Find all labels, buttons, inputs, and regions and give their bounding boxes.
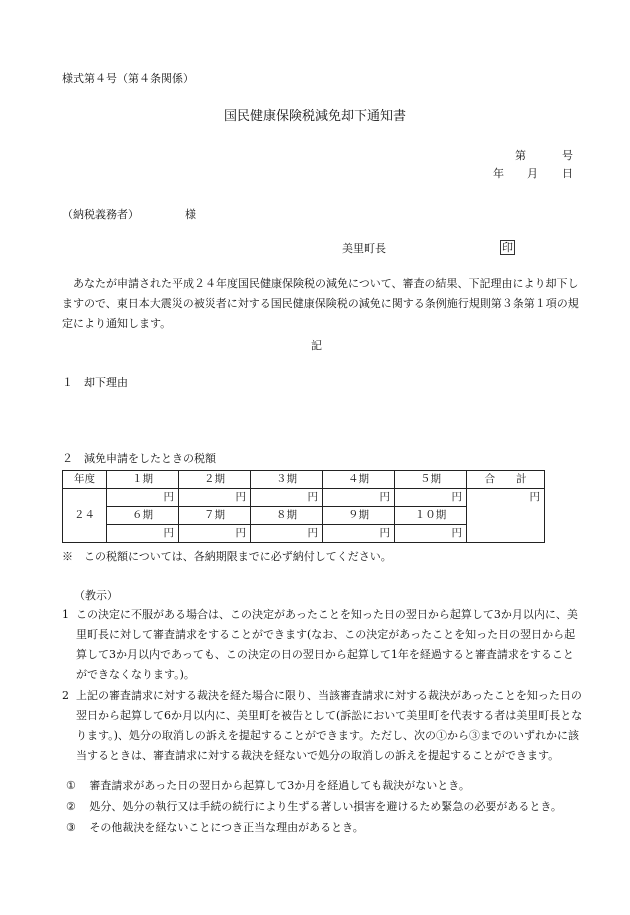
date-month: 月 [527, 167, 538, 180]
recipient-sama: 様 [185, 208, 196, 221]
exception-item [66, 818, 586, 838]
form-number: 様式第４号（第４条関係） [62, 72, 194, 85]
section2-label: 減免申請をしたときの税額 [84, 452, 216, 465]
total-yen-cell: 円 [467, 489, 545, 543]
instruction-item-text: 上記の審査請求に対する裁決を経た場合に限り、当該審査請求に対する裁決があったことを知った日の翌日から起算して6か月以内に、美里町を被告として(訴訟において美里町を代表する者は美里町長となります。)、処分の取消しの訴えを提起することができます。ただし、次の①から③までのいずれかに該当するときは、審査請求に対する裁決を経ないで処分の取消しの訴えを提起することができます。 [76, 689, 583, 762]
period-header: ２期 [179, 471, 251, 489]
yen-cell: 円 [107, 525, 179, 543]
document-title: 国民健康保険税減免却下通知書 [223, 109, 406, 124]
doc-number-go: 号 [562, 149, 573, 162]
section1-number: １ [62, 376, 73, 389]
yen-cell: 円 [251, 489, 323, 507]
tax-amount-table [62, 470, 545, 543]
date-day: 日 [562, 167, 573, 180]
exception-item [66, 776, 586, 796]
period-header: ３期 [251, 471, 323, 489]
exception-item [66, 797, 606, 817]
period-header: ７期 [179, 507, 251, 525]
yen-cell: 円 [179, 525, 251, 543]
instruction-item [62, 605, 584, 685]
recipient-label: （納税義務者） [62, 208, 139, 221]
period-header: ４期 [323, 471, 395, 489]
payment-note: ※ この税額については、各納期限までに必ず納付してください。 [62, 550, 392, 563]
doc-number-dai: 第 [515, 149, 526, 162]
section1-label: 却下理由 [84, 376, 128, 389]
total-header: 合 計 [467, 471, 545, 489]
sender-name: 美里町長 [342, 242, 386, 255]
period-header: ５期 [395, 471, 467, 489]
exception-text: その他裁決を経ないことにつき正当な理由があるとき。 [89, 821, 364, 834]
instruction-item [62, 686, 584, 786]
year-header: 年度 [63, 471, 107, 489]
period-header: １０期 [395, 507, 467, 525]
instruction-title: （教示） [74, 589, 118, 602]
instruction-item-number: 1 [62, 608, 69, 621]
exception-mark: ① [66, 779, 76, 792]
period-header: １期 [107, 471, 179, 489]
exception-mark: ③ [66, 821, 76, 834]
exception-text: 審査請求があった日の翌日から起算して3か月を経過しても裁決がないとき。 [89, 779, 470, 792]
yen-cell: 円 [251, 525, 323, 543]
instruction-item-text: この決定に不服がある場合は、この決定があったことを知った日の翌日から起算して3か月以内に、美里町長に対して審査請求をすることができます(なお、この決定があったことを知った日の翌日から起算して3か月以内であっても、この決定の日の翌日から起算して1年を経過すると審査請求をすることができなくなります。)。 [76, 608, 578, 681]
body-text: あなたが申請された平成２４年度国民健康保険税の減免について、審査の結果、下記理由により却下しますので、東日本大震災の被災者に対する国民健康保険税の減免に関する条例施行規則第３条第１項の規定により通知します。 [62, 277, 579, 330]
exception-text: 処分、処分の執行又は手続の続行により生ずる著しい損害を避けるため緊急の必要があるとき。 [89, 800, 562, 813]
period-header: ９期 [323, 507, 395, 525]
seal-mark: 印 [502, 241, 513, 254]
ki-heading: 記 [311, 339, 322, 352]
year-value: ２４ [63, 489, 107, 543]
period-header: ８期 [251, 507, 323, 525]
exception-mark: ② [66, 800, 76, 813]
yen-cell: 円 [395, 525, 467, 543]
yen-cell: 円 [107, 489, 179, 507]
instruction-item-number: 2 [62, 689, 69, 702]
yen-cell: 円 [179, 489, 251, 507]
yen-cell: 円 [323, 489, 395, 507]
date-year: 年 [493, 167, 504, 180]
section2-number: ２ [62, 452, 73, 465]
yen-cell: 円 [395, 489, 467, 507]
yen-cell: 円 [323, 525, 395, 543]
period-header: ６期 [107, 507, 179, 525]
